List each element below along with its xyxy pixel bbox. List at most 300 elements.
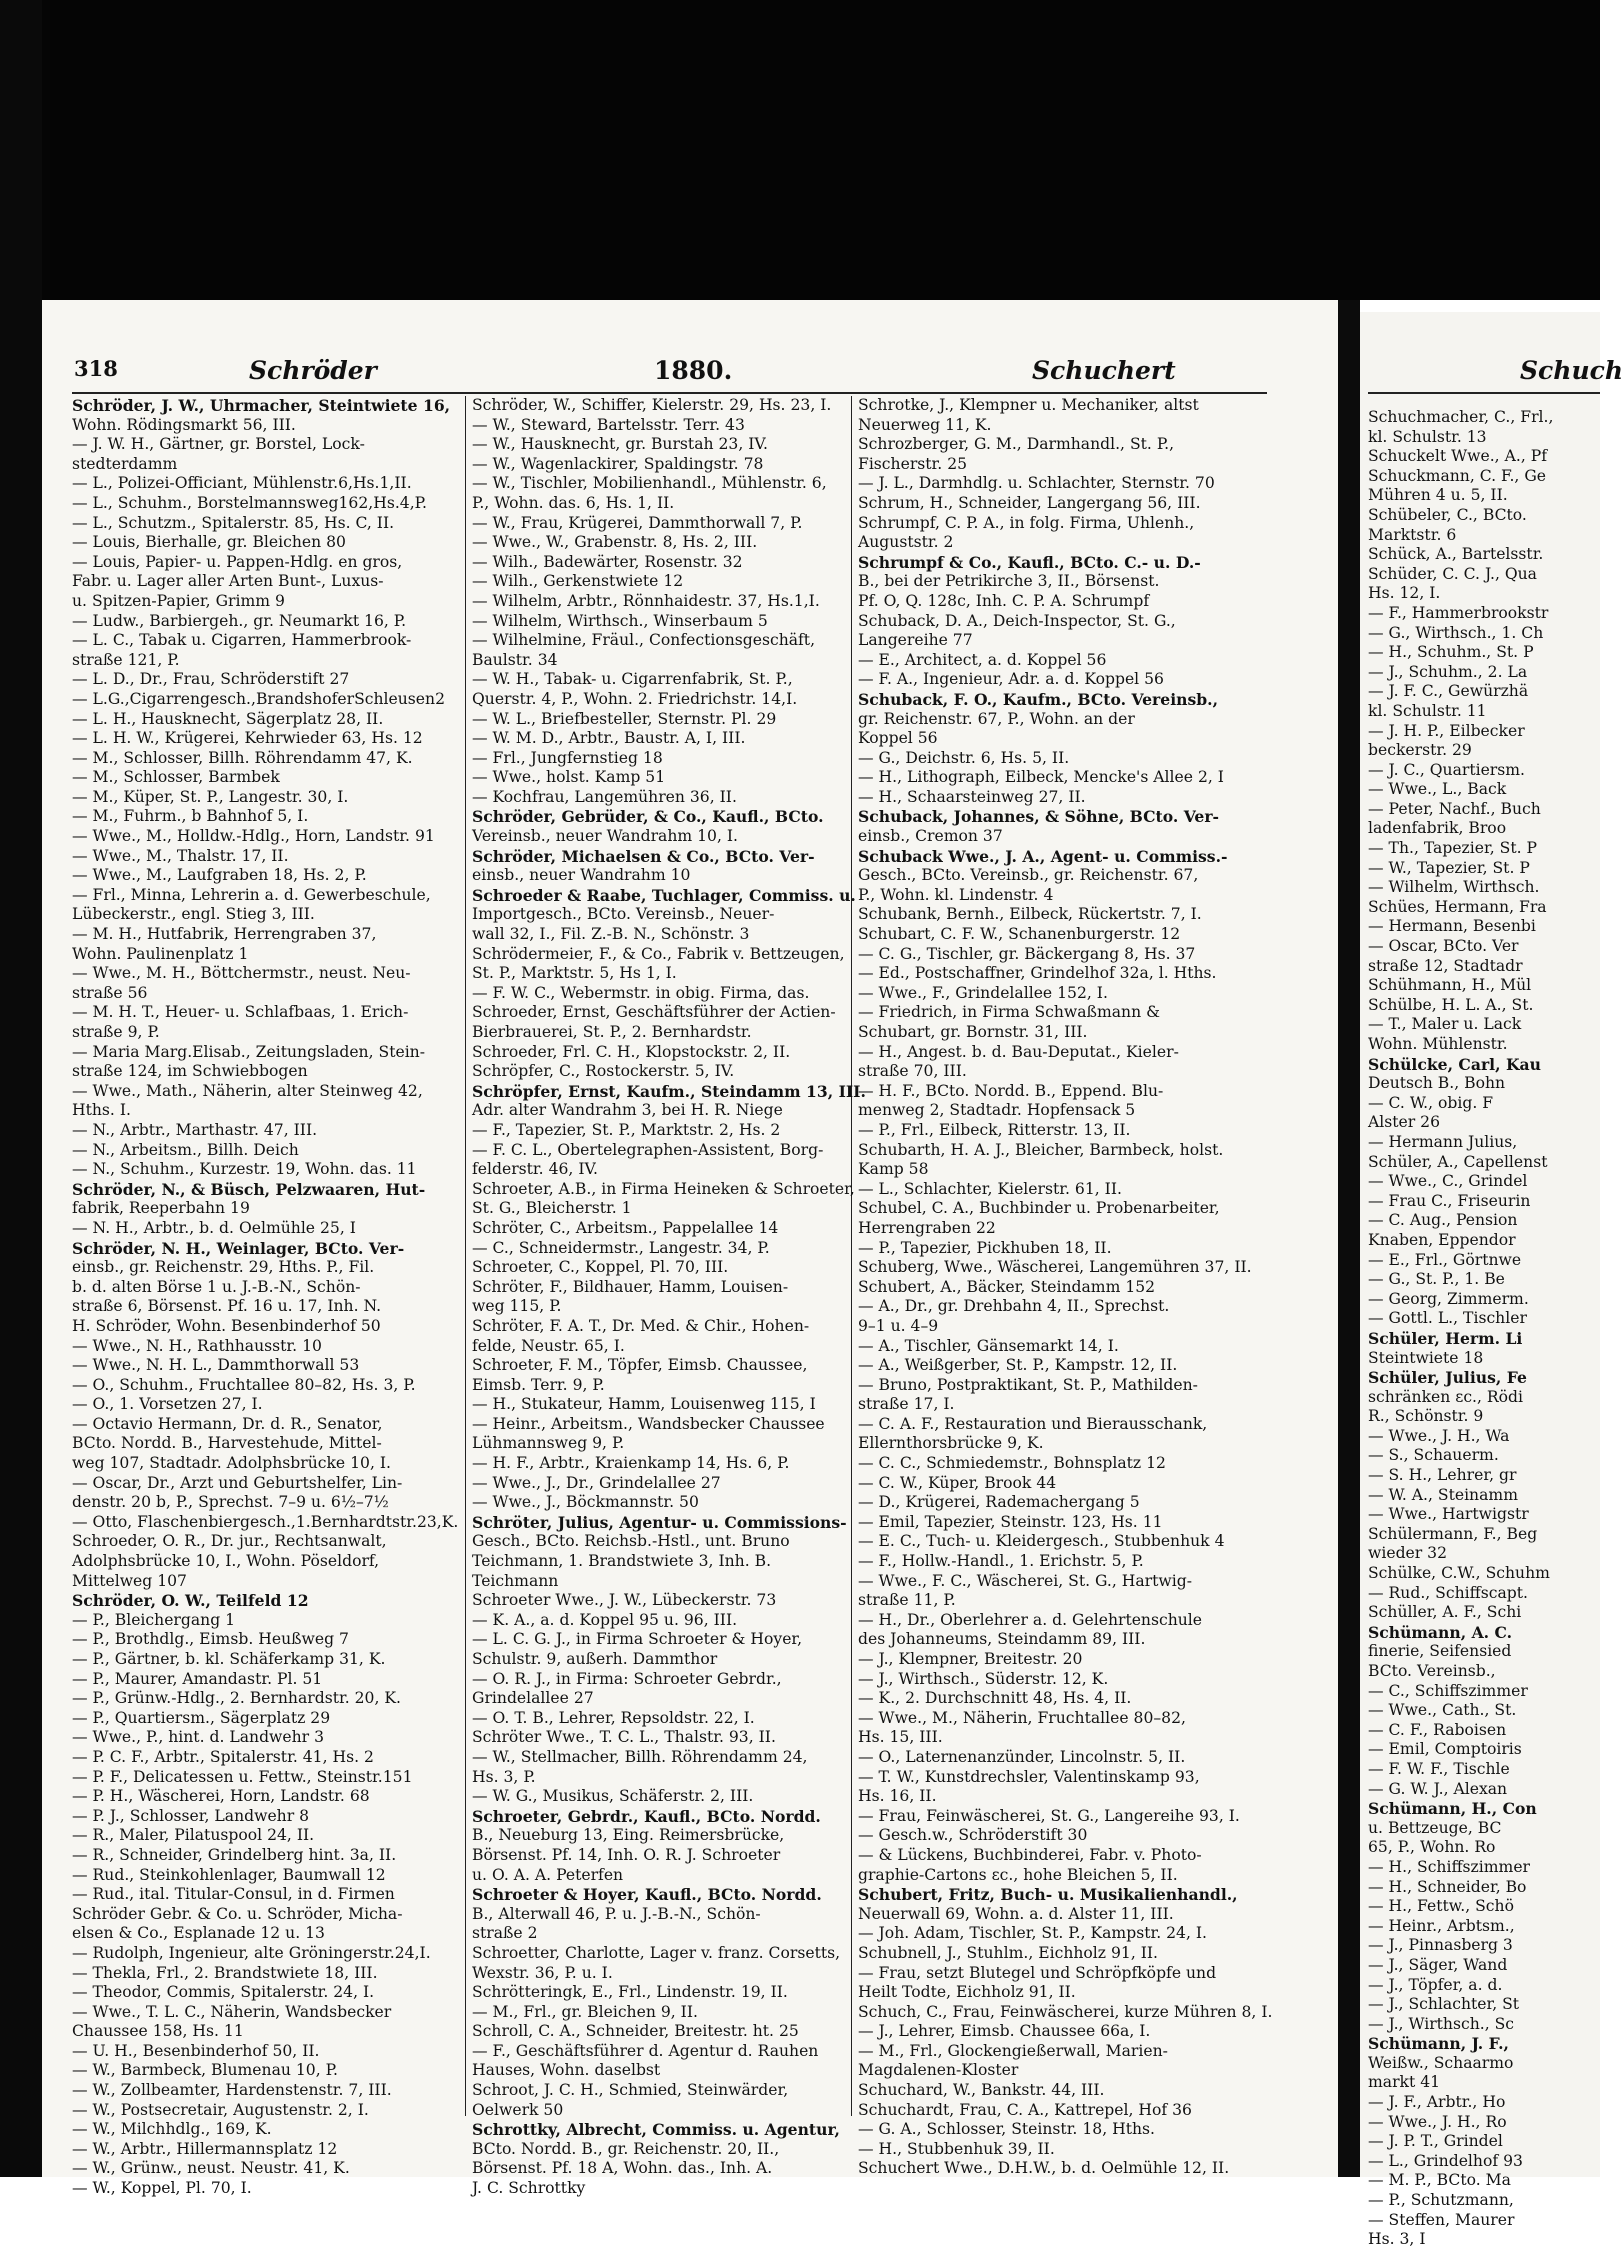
directory-entry-line: — U. H., Besenbinderhof 50, II. bbox=[72, 2041, 320, 2060]
directory-entry-line: Schroeter Wwe., J. W., Lübeckerstr. 73 bbox=[472, 1591, 777, 1610]
directory-entry-line: R., Schönstr. 9 bbox=[1368, 1407, 1484, 1426]
directory-entry-line: Wohn. Paulinenplatz 1 bbox=[72, 944, 249, 963]
directory-entry-line: Schroetter, Charlotte, Lager v. franz. Corsetts, bbox=[472, 1943, 841, 1962]
directory-entry-line: Schubart, C. F. W., Schanenburgerstr. 12 bbox=[858, 925, 1181, 944]
directory-entry-line: Schrotke, J., Klempner u. Mechaniker, altst bbox=[858, 396, 1199, 414]
directory-entry-line: — Heinr., Arbeitsm., Wandsbecker Chaussee bbox=[472, 1414, 825, 1433]
directory-entry-line: — Theodor, Commis, Spitalerstr. 24, I. bbox=[72, 1983, 375, 2002]
directory-entry-line: — P. J., Schlosser, Landwehr 8 bbox=[72, 1806, 310, 1825]
directory-entry-line: — Wilhelm, Arbtr., Rönnhaidestr. 37, Hs.1,I. bbox=[472, 591, 820, 610]
directory-entry-line: — Frau, setzt Blutegel und Schröpfköpfe und bbox=[858, 1963, 1217, 1982]
directory-entry-line: — Wwe., F., Grindelallee 152, I. bbox=[858, 983, 1108, 1002]
directory-entry-line: P., Wohn. kl. Lindenstr. 4 bbox=[858, 885, 1054, 904]
directory-entry-line: — W., Grünw., neust. Neustr. 41, K. bbox=[72, 2159, 350, 2178]
directory-entry-line: — J., Schlachter, St bbox=[1368, 1995, 1520, 2014]
directory-entry-line: des Johanneums, Steindamm 89, III. bbox=[858, 1630, 1146, 1649]
directory-entry-line: Schubart, gr. Bornstr. 31, III. bbox=[858, 1023, 1088, 1041]
directory-entry-line: — C. W., obig. F bbox=[1368, 1093, 1494, 1112]
directory-entry-line: — F., Hammerbrookstr bbox=[1368, 603, 1549, 622]
directory-entry-line: Schubert, A., Bäcker, Steindamm 152 bbox=[858, 1277, 1156, 1296]
directory-entry-line: — W., Postsecretair, Augustenstr. 2, I. bbox=[72, 2100, 369, 2119]
directory-entry-line: — W., Wagenlackirer, Spaldingstr. 78 bbox=[472, 454, 764, 473]
directory-entry-line: Schroeder, O. R., Dr. jur., Rechtsanwalt, bbox=[72, 1532, 387, 1551]
directory-entry-line: Chaussee 158, Hs. 11 bbox=[72, 2022, 244, 2041]
directory-entry-line: — Wilhelm, Wirthsch., Winserbaum 5 bbox=[472, 611, 768, 630]
directory-entry-line: graphie-Cartons ɛc., hohe Bleichen 5, II. bbox=[858, 1865, 1178, 1884]
directory-page bbox=[42, 300, 1338, 2198]
directory-column-1 bbox=[72, 396, 486, 2198]
directory-entry-line: Schröder, Michaelsen & Co., BCto. Ver- bbox=[472, 846, 815, 866]
directory-entry-line: Schroll, C. A., Schneider, Breitestr. ht. 25 bbox=[472, 2022, 799, 2041]
directory-entry-line: Hauses, Wohn. daselbst bbox=[472, 2061, 661, 2080]
directory-entry-line: — M. H. T., Heuer- u. Schlafbaas, 1. Erich- bbox=[72, 1003, 409, 1022]
directory-entry-line: — M., Küper, St. P., Langestr. 30, I. bbox=[72, 787, 349, 806]
directory-entry-line: St. G., Bleicherstr. 1 bbox=[472, 1199, 632, 1218]
directory-entry-line: — Wwe., Hartwigstr bbox=[1368, 1505, 1529, 1524]
directory-entry-line: — W., Arbtr., Hillermannsplatz 12 bbox=[72, 2139, 338, 2158]
directory-entry-line: Schüler, A., Capellenst bbox=[1368, 1152, 1548, 1171]
directory-entry-line: — P., Maurer, Amandastr. Pl. 51 bbox=[72, 1669, 323, 1688]
directory-entry-line: — N., Arbtr., Marthastr. 47, III. bbox=[72, 1120, 318, 1139]
directory-entry-line: — W. H., Tabak- u. Cigarrenfabrik, St. P., bbox=[472, 670, 793, 689]
directory-entry-line: Schubel, C. A., Buchbinder u. Probenarbeiter, bbox=[858, 1199, 1220, 1218]
directory-entry-line: — N., Arbeitsm., Billh. Deich bbox=[72, 1140, 299, 1159]
directory-entry-line: — Oscar, Dr., Arzt und Geburtshelfer, Lin- bbox=[72, 1473, 403, 1492]
directory-entry-line: — S., Schauerm. bbox=[1368, 1446, 1499, 1465]
directory-entry-line: Schülcke, Carl, Kau bbox=[1368, 1054, 1541, 1074]
directory-entry-line: — Frl., Minna, Lehrerin a. d. Gewerbeschule, bbox=[72, 885, 431, 904]
directory-entry-line: — G. A., Schlosser, Steinstr. 18, Hths. bbox=[858, 2120, 1155, 2139]
directory-entry-line: — Wwe., M., Holldw.-Hdlg., Horn, Landstr. 91 bbox=[72, 827, 435, 846]
directory-entry-line: — H. F., BCto. Nordd. B., Eppend. Blu- bbox=[858, 1081, 1164, 1100]
directory-entry-line: — J., Töpfer, a. d. bbox=[1368, 1975, 1503, 1994]
directory-entry-line: Schuchardt, Frau, C. A., Kattrepel, Hof 36 bbox=[858, 2100, 1192, 2119]
directory-entry-line: Schroeder, Frl. C. H., Klopstockstr. 2, II. bbox=[472, 1042, 791, 1061]
directory-entry-line: Schulstr. 9, außerh. Dammthor bbox=[472, 1650, 718, 1668]
directory-entry-line: 65, P., Wohn. Ro bbox=[1368, 1838, 1496, 1857]
directory-entry-line: Schülbe, H. L. A., St. bbox=[1368, 995, 1534, 1014]
directory-entry-line: — G., Deichstr. 6, Hs. 5, II. bbox=[858, 748, 1070, 767]
directory-entry-line: Kamp 58 bbox=[858, 1160, 929, 1179]
directory-entry-line: 9–1 u. 4–9 bbox=[858, 1316, 939, 1335]
directory-entry-line: — F. C. L., Obertelegraphen-Assistent, Borg- bbox=[472, 1140, 824, 1159]
directory-entry-line: — L., Schlachter, Kielerstr. 61, II. bbox=[858, 1179, 1122, 1198]
directory-entry-line: — Bruno, Postpraktikant, St. P., Mathilden- bbox=[858, 1375, 1198, 1394]
directory-entry-line: Schuch, C., Frau, Feinwäscherei, kurze Mühren 8, I. bbox=[858, 2002, 1273, 2021]
directory-entry-line: — L. C., Tabak u. Cigarren, Hammerbrook- bbox=[72, 631, 412, 650]
directory-entry-line: Schrumpf & Co., Kaufl., BCto. C.- u. D.- bbox=[858, 552, 1201, 572]
directory-entry-line: straße 70, III. bbox=[858, 1062, 967, 1081]
directory-entry-line: — P., Brothdlg., Eimsb. Heußweg 7 bbox=[72, 1630, 349, 1649]
directory-entry-line: — Wwe., T. L. C., Näherin, Wandsbecker bbox=[72, 2002, 392, 2021]
next-page-fragment bbox=[1360, 312, 1623, 2249]
directory-entry-line: — Wwe., J. H., Ro bbox=[1368, 2112, 1507, 2131]
directory-entry-line: — A., Dr., gr. Drehbahn 4, II., Sprechst. bbox=[858, 1297, 1170, 1316]
directory-entry-line: Heilt Todte, Eichholz 91, II. bbox=[858, 1983, 1076, 2002]
directory-entry-line: BCto. Vereinsb., bbox=[1368, 1662, 1496, 1680]
directory-entry-line: straße 124, im Schwiebbogen bbox=[72, 1062, 308, 1081]
directory-entry-line: — E., Frl., Görtnwe bbox=[1368, 1250, 1522, 1269]
directory-entry-line: Wohn. Rödingsmarkt 56, III. bbox=[72, 415, 296, 434]
directory-entry-line: Neuerwall 69, Wohn. a. d. Alster 11, III. bbox=[858, 1904, 1174, 1923]
directory-entry-line: — W., Barmbeck, Blumenau 10, P. bbox=[72, 2061, 338, 2080]
directory-entry-line: Schröter, F., Bildhauer, Hamm, Louisen- bbox=[472, 1277, 789, 1296]
directory-entry-line: beckerstr. 29 bbox=[1368, 741, 1472, 760]
directory-entry-line: — Wilh., Gerkenstwiete 12 bbox=[472, 572, 684, 591]
directory-entry-line: felde, Neustr. 65, I. bbox=[472, 1336, 625, 1355]
directory-entry-line: Hs. 3, I bbox=[1368, 2230, 1426, 2249]
directory-entry-line: — S. H., Lehrer, gr bbox=[1368, 1466, 1517, 1485]
directory-entry-line: — C., Schiffszimmer bbox=[1368, 1681, 1528, 1700]
directory-entry-line: finerie, Seifensied bbox=[1368, 1642, 1512, 1661]
directory-entry-line: — Wilh., Badewärter, Rosenstr. 32 bbox=[472, 552, 743, 571]
directory-entry-line: Teichmann, 1. Brandstwiete 3, Inh. B. bbox=[472, 1552, 772, 1571]
directory-entry-line: — Joh. Adam, Tischler, St. P., Kampstr. 24, I. bbox=[858, 1924, 1207, 1943]
directory-entry-line: — Wwe., F. C., Wäscherei, St. G., Hartwig- bbox=[858, 1571, 1192, 1590]
directory-entry-line: straße 17, I. bbox=[858, 1395, 955, 1414]
directory-entry-line: Schroeder & Raabe, Tuchlager, Commiss. u. bbox=[472, 885, 856, 905]
directory-entry-line: Schümann, H., Con bbox=[1368, 1799, 1537, 1819]
directory-entry-line: Schüller, A. F., Schi bbox=[1368, 1603, 1522, 1622]
directory-entry-line: — W., Koppel, Pl. 70, I. bbox=[72, 2179, 252, 2198]
directory-entry-line: — K., 2. Durchschnitt 48, Hs. 4, II. bbox=[858, 1689, 1132, 1708]
directory-entry-line: — A., Weißgerber, St. P., Kampstr. 12, II. bbox=[858, 1356, 1178, 1375]
directory-entry-line: — Wwe., N. H. L., Dammthorwall 53 bbox=[72, 1356, 360, 1375]
directory-entry-line: — L., Schuhm., Borstelmannsweg162,Hs.4,P. bbox=[72, 493, 427, 512]
directory-entry-line: Hs. 15, III. bbox=[858, 1728, 943, 1747]
directory-entry-line: — P. C. F., Arbtr., Spitalerstr. 41, Hs. 2 bbox=[72, 1747, 374, 1766]
directory-entry-line: Schuchard, W., Bankstr. 44, III. bbox=[858, 2081, 1105, 2100]
directory-entry-line: — F. W. F., Tischle bbox=[1368, 1759, 1510, 1778]
directory-entry-line: — J., Wirthsch., Süderstr. 12, K. bbox=[858, 1669, 1109, 1688]
directory-entry-line: straße 12, Stadtadr bbox=[1368, 956, 1523, 975]
directory-entry-line: einsb., gr. Reichenstr. 29, Hths. P., Fil. bbox=[72, 1258, 375, 1277]
directory-entry-line: — Rud., Steinkohlenlager, Baumwall 12 bbox=[72, 1865, 386, 1884]
directory-entry-line: — Hermann Julius, bbox=[1368, 1132, 1518, 1151]
directory-entry-line: — L. H. W., Krügerei, Kehrwieder 63, Hs. 12 bbox=[72, 729, 423, 748]
directory-entry-line: — P., Tapezier, Pickhuben 18, II. bbox=[858, 1238, 1112, 1257]
directory-entry-line: Fabr. u. Lager aller Arten Bunt-, Luxus- bbox=[72, 572, 384, 591]
directory-entry-line: B., Alterwall 46, P. u. J.-B.-N., Schön- bbox=[472, 1904, 761, 1923]
directory-entry-line: Schröder, J. W., Uhrmacher, Steintwiete 16, bbox=[72, 396, 451, 415]
directory-entry-line: — J. W. H., Gärtner, gr. Borstel, Lock- bbox=[72, 435, 365, 454]
directory-entry-line: Grindelallee 27 bbox=[472, 1689, 594, 1708]
directory-entry-line: Schröter, F. A. T., Dr. Med. & Chir., Hohen- bbox=[472, 1316, 810, 1335]
directory-entry-line: — P., Schutzmann, bbox=[1368, 2191, 1514, 2210]
directory-entry-line: — Gesch.w., Schröderstift 30 bbox=[858, 1826, 1088, 1845]
directory-entry-line: — Wwe., N. H., Rathhausstr. 10 bbox=[72, 1336, 322, 1355]
directory-entry-line: — Hermann, Besenbi bbox=[1368, 917, 1536, 936]
directory-entry-line: — L., Grindelhof 93 bbox=[1368, 2151, 1523, 2170]
directory-entry-line: Fischerstr. 25 bbox=[858, 454, 968, 473]
directory-entry-line: Schröder, Gebrüder, & Co., Kaufl., BCto. bbox=[472, 807, 824, 827]
directory-entry-line: Börsenst. Pf. 14, Inh. O. R. J. Schroeter bbox=[472, 1845, 781, 1864]
directory-entry-line: Teichmann bbox=[472, 1571, 559, 1590]
directory-entry-line: — Wwe., Math., Näherin, alter Steinweg 42, bbox=[72, 1081, 423, 1100]
directory-entry-line: — H., Schaarsteinweg 27, II. bbox=[858, 787, 1086, 806]
directory-entry-line: Schröter, Julius, Agentur- u. Commissions- bbox=[472, 1512, 847, 1532]
directory-entry-line: — R., Maler, Pilatuspool 24, II. bbox=[72, 1826, 315, 1845]
directory-entry-line: Schühmann, H., Mül bbox=[1368, 976, 1532, 995]
directory-entry-line: Deutsch B., Bohn bbox=[1368, 1074, 1506, 1093]
directory-entry-line: — W., Steward, Bartelsstr. Terr. 43 bbox=[472, 415, 745, 434]
directory-entry-line: Knaben, Eppendor bbox=[1368, 1230, 1516, 1249]
directory-entry-line: — W., Stellmacher, Billh. Röhrendamm 24, bbox=[472, 1747, 808, 1766]
directory-entry-line: Schroeter, F. M., Töpfer, Eimsb. Chaussee, bbox=[472, 1356, 808, 1375]
directory-entry-line: — N. H., Arbtr., b. d. Oelmühle 25, I bbox=[72, 1218, 356, 1237]
header-rule bbox=[72, 392, 1267, 394]
directory-entry-line: — Steffen, Maurer bbox=[1368, 2210, 1515, 2229]
directory-entry-line: — Octavio Hermann, Dr. d. R., Senator, bbox=[72, 1414, 383, 1433]
directory-entry-line: Schroeder, Ernst, Geschäftsführer der Actien- bbox=[472, 1003, 836, 1022]
directory-entry-line: weg 115, P. bbox=[472, 1297, 562, 1316]
directory-entry-line: — O., Laternenanzünder, Lincolnstr. 5, II. bbox=[858, 1747, 1186, 1766]
directory-entry-line: — E., Architect, a. d. Koppel 56 bbox=[858, 650, 1107, 669]
directory-entry-line: Schübeler, C., BCto. bbox=[1368, 505, 1527, 524]
directory-entry-line: b. d. alten Börse 1 u. J.-B.-N., Schön- bbox=[72, 1277, 361, 1296]
directory-entry-line: — W., Zollbeamter, Hardenstenstr. 7, III. bbox=[72, 2081, 392, 2100]
directory-entry-line: — L., Polizei-Officiant, Mühlenstr.6,Hs.1,II. bbox=[72, 474, 412, 493]
directory-entry-line: — O., Schuhm., Fruchtallee 80–82, Hs. 3, P. bbox=[72, 1375, 416, 1394]
directory-entry-line: Schrottky, Albrecht, Commiss. u. Agentur, bbox=[472, 2120, 840, 2140]
directory-entry-line: Schuback Wwe., J. A., Agent- u. Commiss.- bbox=[858, 846, 1228, 866]
directory-entry-line: Schrumpf, C. P. A., in folg. Firma, Uhlenh., bbox=[858, 513, 1195, 532]
directory-entry-line: — Otto, Flaschenbiergesch.,1.Bernhardtstr.23,K. bbox=[72, 1512, 459, 1531]
directory-entry-line: einsb., Cremon 37 bbox=[858, 827, 1003, 846]
directory-entry-line: Schroeter & Hoyer, Kaufl., BCto. Nordd. bbox=[472, 1885, 822, 1905]
directory-entry-line: Gesch., BCto. Reichsb.-Hstl., unt. Bruno bbox=[472, 1532, 790, 1551]
directory-entry-line: — Kochfrau, Langemühren 36, II. bbox=[472, 787, 737, 806]
directory-entry-line: — W. G., Musikus, Schäferstr. 2, III. bbox=[472, 1787, 754, 1806]
directory-entry-line: — P., Frl., Eilbeck, Ritterstr. 13, II. bbox=[858, 1120, 1131, 1139]
directory-entry-line: — H., Fettw., Schö bbox=[1368, 1897, 1514, 1916]
directory-entry-line: Schrötteringk, E., Frl., Lindenstr. 19, II. bbox=[472, 1983, 788, 2002]
directory-entry-line: — Wwe., M., Näherin, Fruchtallee 80–82, bbox=[858, 1708, 1186, 1727]
directory-entry-line: Schröter, C., Arbeitsm., Pappelallee 14 bbox=[472, 1218, 779, 1237]
right-keyword: Schuchert bbox=[1032, 356, 1176, 385]
directory-entry-line: Koppel 56 bbox=[858, 729, 938, 748]
directory-entry-line: — Gottl. L., Tischler bbox=[1368, 1309, 1527, 1328]
directory-entry-line: — Wwe., M., Thalstr. 17, II. bbox=[72, 846, 289, 865]
directory-entry-line: Mittelweg 107 bbox=[72, 1571, 187, 1590]
directory-column-4 bbox=[1368, 408, 1600, 2249]
page-header bbox=[74, 356, 1324, 390]
directory-entry-line: — Wwe., P., hint. d. Landwehr 3 bbox=[72, 1728, 325, 1747]
directory-entry-line: — M. H., Hutfabrik, Herrengraben 37, bbox=[72, 925, 377, 944]
directory-entry-line: — J., Pinnasberg 3 bbox=[1368, 1936, 1513, 1955]
directory-entry-line: — Rud., ital. Titular-Consul, in d. Firmen bbox=[72, 1885, 395, 1904]
directory-entry-line: Schuback, Johannes, & Söhne, BCto. Ver- bbox=[858, 807, 1220, 827]
directory-entry-line: — R., Schneider, Grindelberg hint. 3a, II. bbox=[72, 1845, 397, 1864]
directory-entry-line: denstr. 20 b, P., Sprechst. 7–9 u. 6½–7½ bbox=[72, 1493, 389, 1512]
directory-entry-line: — C. F., Raboisen bbox=[1368, 1720, 1507, 1739]
directory-entry-line: Pf. O, Q. 128c, Inh. C. P. A. Schrumpf bbox=[858, 591, 1150, 610]
directory-entry-line: kl. Schulstr. 11 bbox=[1368, 701, 1487, 720]
directory-entry-line: — G. W. J., Alexan bbox=[1368, 1779, 1508, 1798]
directory-entry-line: — M., Frl., gr. Bleichen 9, II. bbox=[472, 2002, 698, 2021]
directory-entry-line: — C. A. F., Restauration und Bierausschank, bbox=[858, 1414, 1208, 1433]
directory-entry-line: gr. Reichenstr. 67, P., Wohn. an der bbox=[858, 709, 1135, 728]
directory-entry-line: Schubert, Fritz, Buch- u. Musikalienhandl., bbox=[858, 1885, 1238, 1905]
directory-entry-line: Schuchert Wwe., D.H.W., b. d. Oelmühle 12, II. bbox=[858, 2159, 1230, 2178]
directory-entry-line: fabrik, Reeperbahn 19 bbox=[72, 1199, 250, 1218]
directory-entry-line: — L.G.,Cigarrengesch.,BrandshoferSchleusen2 bbox=[72, 689, 445, 708]
directory-entry-line: straße 121, P. bbox=[72, 650, 180, 669]
directory-entry-line: Mühren 4 u. 5, II. bbox=[1368, 486, 1508, 505]
directory-entry-line: Eimsb. Terr. 9, P. bbox=[472, 1375, 605, 1394]
directory-entry-line: einsb., neuer Wandrahm 10 bbox=[472, 866, 691, 885]
directory-entry-line: elsen & Co., Esplanade 12 u. 13 bbox=[72, 1924, 325, 1943]
directory-entry-line: ladenfabrik, Broo bbox=[1368, 819, 1507, 838]
directory-entry-line: — W., Milchhdlg., 169, K. bbox=[72, 2120, 272, 2139]
directory-entry-line: — Wilhelmine, Fräul., Confectionsgeschäft, bbox=[472, 631, 816, 650]
directory-entry-line: — E. C., Tuch- u. Kleidergesch., Stubbenhuk 4 bbox=[858, 1532, 1225, 1551]
directory-entry-line: Schuckmann, C. F., Ge bbox=[1368, 466, 1547, 485]
directory-entry-line: — H. F., Arbtr., Kraienkamp 14, Hs. 6, P. bbox=[472, 1454, 790, 1473]
directory-entry-line: Schües, Hermann, Fra bbox=[1368, 897, 1547, 916]
directory-entry-line: — J. C., Quartiersm. bbox=[1368, 760, 1526, 779]
directory-entry-line: — P., Bleichergang 1 bbox=[72, 1610, 236, 1629]
directory-entry-line: Lübeckerstr., engl. Stieg 3, III. bbox=[72, 905, 315, 924]
directory-entry-line: — F., Tapezier, St. P., Marktstr. 2, Hs. 2 bbox=[472, 1120, 781, 1139]
directory-entry-line: — Louis, Papier- u. Pappen-Hdlg. en gros, bbox=[72, 552, 403, 571]
directory-entry-line: — Ed., Postschaffner, Grindelhof 32a, l. Hths. bbox=[858, 964, 1217, 983]
directory-entry-line: — C. C., Schmiedemstr., Bohnsplatz 12 bbox=[858, 1454, 1166, 1473]
directory-entry-line: Auguststr. 2 bbox=[858, 533, 954, 552]
directory-entry-line: — O., 1. Vorsetzen 27, I. bbox=[72, 1395, 263, 1414]
directory-entry-line: — Wilhelm, Wirthsch. bbox=[1368, 878, 1540, 897]
directory-entry-line: Schröder Gebr. & Co. u. Schröder, Micha- bbox=[72, 1904, 403, 1923]
directory-entry-line: — F. W. C., Webermstr. in obig. Firma, das. bbox=[472, 983, 810, 1002]
directory-entry-line: Schülermann, F., Beg bbox=[1368, 1524, 1538, 1543]
directory-entry-line: Schubank, Bernh., Eilbeck, Rückertstr. 7, I. bbox=[858, 905, 1202, 924]
directory-entry-line: — Emil, Tapezier, Steinstr. 123, Hs. 11 bbox=[858, 1512, 1163, 1531]
directory-entry-line: Hs. 12, I. bbox=[1368, 584, 1441, 603]
directory-entry-line: straße 11, P. bbox=[858, 1591, 956, 1610]
directory-entry-line: — C. G., Tischler, gr. Bäckergang 8, Hs. 37 bbox=[858, 944, 1196, 963]
directory-entry-line: Magdalenen-Kloster bbox=[858, 2061, 1019, 2080]
directory-entry-line: Schuchmacher, C., Frl., bbox=[1368, 408, 1554, 426]
directory-entry-line: — Wwe., W., Grabenstr. 8, Hs. 2, III. bbox=[472, 533, 758, 552]
directory-entry-line: — Ludw., Barbiergeh., gr. Neumarkt 16, P. bbox=[72, 611, 407, 630]
directory-entry-line: weg 107, Stadtadr. Adolphsbrücke 10, I. bbox=[72, 1454, 391, 1473]
directory-entry-line: P., Wohn. das. 6, Hs. 1, II. bbox=[472, 493, 675, 512]
directory-entry-line: Schröder, N., & Büsch, Pelzwaaren, Hut- bbox=[72, 1179, 426, 1199]
directory-entry-line: — Peter, Nachf., Buch bbox=[1368, 799, 1541, 818]
directory-entry-line: Schück, A., Bartelsstr. bbox=[1368, 545, 1544, 564]
directory-entry-line: — J. L., Darmhdlg. u. Schlachter, Sternstr. 70 bbox=[858, 474, 1215, 493]
directory-entry-line: — F., Geschäftsführer d. Agentur d. Rauhen bbox=[472, 2041, 819, 2060]
directory-entry-line: — G., St. P., 1. Be bbox=[1368, 1270, 1505, 1289]
directory-entry-line: — P., Grünw.-Hdlg., 2. Bernhardstr. 20, K. bbox=[72, 1689, 401, 1708]
directory-entry-line: — Rudolph, Ingenieur, alte Gröningerstr.24,I. bbox=[72, 1943, 431, 1962]
directory-entry-line: Alster 26 bbox=[1368, 1113, 1440, 1132]
directory-entry-line: — Wwe., J. H., Wa bbox=[1368, 1426, 1510, 1445]
directory-entry-line: — Wwe., Cath., St. bbox=[1368, 1701, 1517, 1720]
directory-entry-line: — H., Lithograph, Eilbeck, Mencke's Allee 2, I bbox=[858, 768, 1224, 787]
directory-entry-line: — T. W., Kunstdrechsler, Valentinskamp 93, bbox=[858, 1767, 1200, 1786]
directory-entry-line: — Rud., Schiffscapt. bbox=[1368, 1583, 1528, 1602]
directory-entry-line: — H., Stukateur, Hamm, Louisenweg 115, I bbox=[472, 1395, 816, 1414]
directory-entry-line: Weißw., Schaarmo bbox=[1368, 2053, 1514, 2072]
directory-entry-line: BCto. Nordd. B., gr. Reichenstr. 20, II., bbox=[472, 2139, 780, 2158]
directory-entry-line: u. Spitzen-Papier, Grimm 9 bbox=[72, 591, 285, 610]
directory-entry-line: Gesch., BCto. Vereinsb., gr. Reichenstr. 67, bbox=[858, 866, 1199, 885]
directory-entry-line: Adolphsbrücke 10, I., Wohn. Pöseldorf, bbox=[72, 1552, 380, 1571]
directory-entry-line: — M., Schlosser, Barmbek bbox=[72, 768, 280, 787]
directory-entry-line: Schroeter, A.B., in Firma Heineken & Schroeter, bbox=[472, 1179, 855, 1198]
directory-entry-line: — F. A., Ingenieur, Adr. a. d. Koppel 56 bbox=[858, 670, 1164, 689]
directory-entry-line: Börsenst. Pf. 18 A, Wohn. das., Inh. A. bbox=[472, 2159, 773, 2178]
header-rule bbox=[1368, 392, 1600, 394]
directory-entry-line: u. Bettzeuge, BC bbox=[1368, 1818, 1502, 1837]
directory-entry-line: Baulstr. 34 bbox=[472, 650, 558, 669]
directory-entry-line: kl. Schulstr. 13 bbox=[1368, 427, 1487, 446]
directory-entry-line: — Frl., Jungfernstieg 18 bbox=[472, 748, 663, 767]
directory-entry-line: Schuback, D. A., Deich-Inspector, St. G., bbox=[858, 611, 1176, 630]
scan-border-top bbox=[0, 0, 1600, 300]
directory-entry-line: — W. A., Steinamm bbox=[1368, 1485, 1518, 1504]
directory-entry-line: Querstr. 4, P., Wohn. 2. Friedrichstr. 14,I. bbox=[472, 689, 798, 708]
directory-entry-line: St. P., Marktstr. 5, Hs 1, I. bbox=[472, 964, 677, 983]
directory-entry-line: — Frau C., Friseurin bbox=[1368, 1191, 1531, 1210]
directory-entry-line: Schümann, A. C. bbox=[1368, 1622, 1513, 1642]
directory-entry-line: Schuberg, Wwe., Wäscherei, Langemühren 37, II. bbox=[858, 1258, 1252, 1277]
directory-entry-line: — M. P., BCto. Ma bbox=[1368, 2171, 1511, 2190]
directory-entry-line: — M., Frl., Glockengießerwall, Marien- bbox=[858, 2041, 1168, 2060]
next-page-keyword: Schuch bbox=[1520, 356, 1623, 385]
directory-entry-line: Ellernthorsbrücke 9, K. bbox=[858, 1434, 1044, 1453]
directory-entry-line: — O. T. B., Lehrer, Repsoldstr. 22, I. bbox=[472, 1708, 755, 1727]
directory-entry-line: straße 2 bbox=[472, 1924, 538, 1943]
directory-entry-line: — H., Dr., Oberlehrer a. d. Gelehrtenschule bbox=[858, 1610, 1203, 1629]
directory-entry-line: — Oscar, BCto. Ver bbox=[1368, 937, 1519, 956]
directory-entry-line: Bierbrauerei, St. P., 2. Bernhardstr. bbox=[472, 1023, 752, 1041]
directory-entry-line: Hths. I. bbox=[72, 1101, 131, 1120]
directory-entry-line: — W., Tapezier, St. P bbox=[1368, 858, 1530, 877]
directory-entry-line: Schülke, C.W., Schuhm bbox=[1368, 1564, 1550, 1583]
directory-entry-line: — Wwe., J., Dr., Grindelallee 27 bbox=[472, 1473, 721, 1492]
directory-entry-line: Marktstr. 6 bbox=[1368, 525, 1457, 544]
directory-entry-line: Schröder, N. H., Weinlager, BCto. Ver- bbox=[72, 1238, 405, 1258]
book-gutter bbox=[1338, 300, 1360, 2177]
directory-entry-line: — A., Tischler, Gänsemarkt 14, I. bbox=[858, 1336, 1119, 1355]
directory-entry-line: — Wwe., C., Grindel bbox=[1368, 1172, 1528, 1191]
directory-entry-line: Wohn. Mühlenstr. bbox=[1368, 1035, 1508, 1053]
directory-entry-line: — T., Maler u. Lack bbox=[1368, 1015, 1522, 1034]
directory-entry-line: — G., Wirthsch., 1. Ch bbox=[1368, 623, 1544, 642]
directory-entry-line: Schröter Wwe., T. C. L., Thalstr. 93, II. bbox=[472, 1728, 776, 1747]
directory-entry-line: Schroeter, C., Koppel, Pl. 70, III. bbox=[472, 1258, 729, 1277]
directory-entry-line: markt 41 bbox=[1368, 2073, 1441, 2092]
directory-entry-line: Schroot, J. C. H., Schmied, Steinwärder, bbox=[472, 2081, 789, 2100]
directory-entry-line: straße 6, Börsenst. Pf. 16 u. 17, Inh. N. bbox=[72, 1297, 382, 1316]
directory-entry-line: — Louis, Bierhalle, gr. Bleichen 80 bbox=[72, 533, 346, 552]
directory-entry-line: Schubnell, J., Stuhlm., Eichholz 91, II. bbox=[858, 1943, 1159, 1962]
directory-entry-line: Schröpfer, Ernst, Kaufm., Steindamm 13, III. bbox=[472, 1081, 866, 1101]
directory-entry-line: Schubarth, H. A. J., Bleicher, Barmbeck, holst. bbox=[858, 1140, 1224, 1159]
directory-entry-line: — Wwe., M., Laufgraben 18, Hs. 2, P. bbox=[72, 866, 367, 885]
directory-entry-line: — W. M. D., Arbtr., Baustr. A, I, III. bbox=[472, 729, 746, 748]
directory-entry-line: Schrozberger, G. M., Darmhandl., St. P., bbox=[858, 435, 1175, 454]
directory-entry-line: — Emil, Comptoiris bbox=[1368, 1740, 1522, 1759]
directory-entry-line: schränken ɛc., Rödi bbox=[1368, 1387, 1524, 1406]
directory-entry-line: BCto. Nordd. B., Harvestehude, Mittel- bbox=[72, 1434, 382, 1453]
directory-entry-line: Schüler, Julius, Fe bbox=[1368, 1368, 1527, 1388]
directory-entry-line: — W., Frau, Krügerei, Dammthorwall 7, P. bbox=[472, 513, 803, 532]
directory-entry-line: Schuckelt Wwe., A., Pf bbox=[1368, 447, 1547, 466]
directory-entry-line: — P., Quartiersm., Sägerplatz 29 bbox=[72, 1708, 331, 1727]
